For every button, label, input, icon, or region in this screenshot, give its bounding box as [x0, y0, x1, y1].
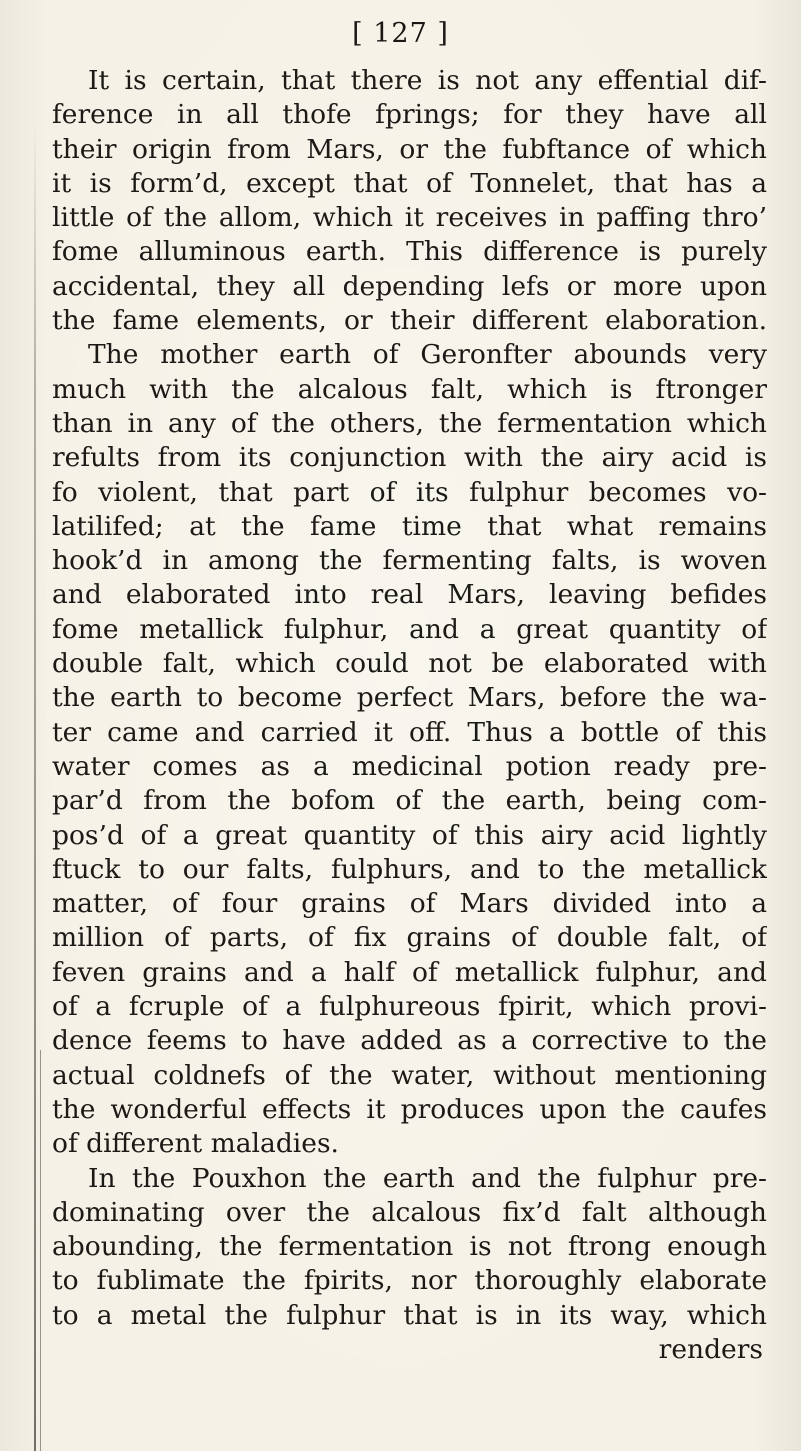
text-line: hook’d in among the fermenting falts, is woven	[52, 545, 767, 577]
text-line: It is certain, that there is not any effential dif-	[88, 65, 767, 96]
text-line: the fame elements, or their different elaboration.	[52, 305, 767, 337]
text-line: it is form’d, except that of Tonnelet, that has a	[52, 167, 767, 199]
text-line: their origin from Mars, or the fubftance of which	[52, 133, 767, 165]
page-gutter-shadow	[34, 120, 36, 1451]
text-line: dence feems to have added as a corrective to the	[52, 1025, 767, 1057]
body-text	[52, 64, 767, 1367]
text-line: latilifed; at the fame time that what remains	[52, 510, 767, 542]
catchword: renders	[658, 1333, 763, 1365]
text-line: The mother earth of Geronfter abounds very	[88, 339, 767, 371]
text-line: actual coldnefs of the water, without mentioning	[52, 1059, 767, 1091]
text-line: fo violent, that part of its fulphur becomes vo-	[52, 476, 767, 508]
text-line: much with the alcalous falt, which is ftronger	[52, 373, 767, 405]
text-line: of a fcruple of a fulphureous fpirit, which provi-	[52, 991, 767, 1023]
text-line: abounding, the fermentation is not ftrong enough	[52, 1231, 767, 1263]
text-line: refults from its conjunction with the airy acid is	[52, 442, 767, 474]
text-line: to fublimate the fpirits, nor thoroughly elaborate	[52, 1265, 767, 1297]
text-line: fome alluminous earth. This difference is purely	[52, 236, 767, 268]
text-line: and elaborated into real Mars, leaving befides	[52, 579, 767, 611]
text-line: the wonderful effects it produces upon the caufes	[52, 1093, 767, 1125]
text-line: the earth to become perfect Mars, before the wa-	[52, 682, 767, 714]
text-line: ter came and carried it off. Thus a bottle of this	[52, 716, 767, 748]
text-line: pos’d of a great quantity of this airy acid lightly	[52, 819, 767, 851]
page-gutter-shadow-inner	[40, 1050, 41, 1451]
text-line: double falt, which could not be elaborated with	[52, 648, 767, 680]
text-line: little of the allom, which it receives in paffing thro’	[52, 202, 767, 234]
text-line: dominating over the alcalous fix’d falt although	[52, 1196, 767, 1228]
text-line: matter, of four grains of Mars divided into a	[52, 888, 767, 920]
text-line: ftuck to our falts, fulphurs, and to the metallick	[52, 853, 767, 885]
text-line: feven grains and a half of metallick fulphur, and	[52, 956, 767, 988]
page-number: [ 127 ]	[352, 18, 449, 49]
text-line: In the Pouxhon the earth and the fulphur pre-	[88, 1162, 767, 1194]
text-line: fome metallick fulphur, and a great quantity of	[52, 613, 767, 645]
text-line: water comes as a medicinal potion ready pre-	[52, 750, 767, 782]
text-line: to a metal the fulphur that is in its way, which	[52, 1299, 767, 1331]
text-line: of different maladies.	[52, 1128, 339, 1160]
text-line: ference in all thofe fprings; for they have all	[52, 99, 767, 131]
text-line: million of parts, of fix grains of double falt, of	[52, 922, 767, 954]
text-line: accidental, they all depending lefs or more upon	[52, 270, 767, 302]
text-line: than in any of the others, the fermentation which	[52, 407, 767, 439]
text-line: par’d from the bofom of the earth, being com-	[52, 785, 767, 817]
